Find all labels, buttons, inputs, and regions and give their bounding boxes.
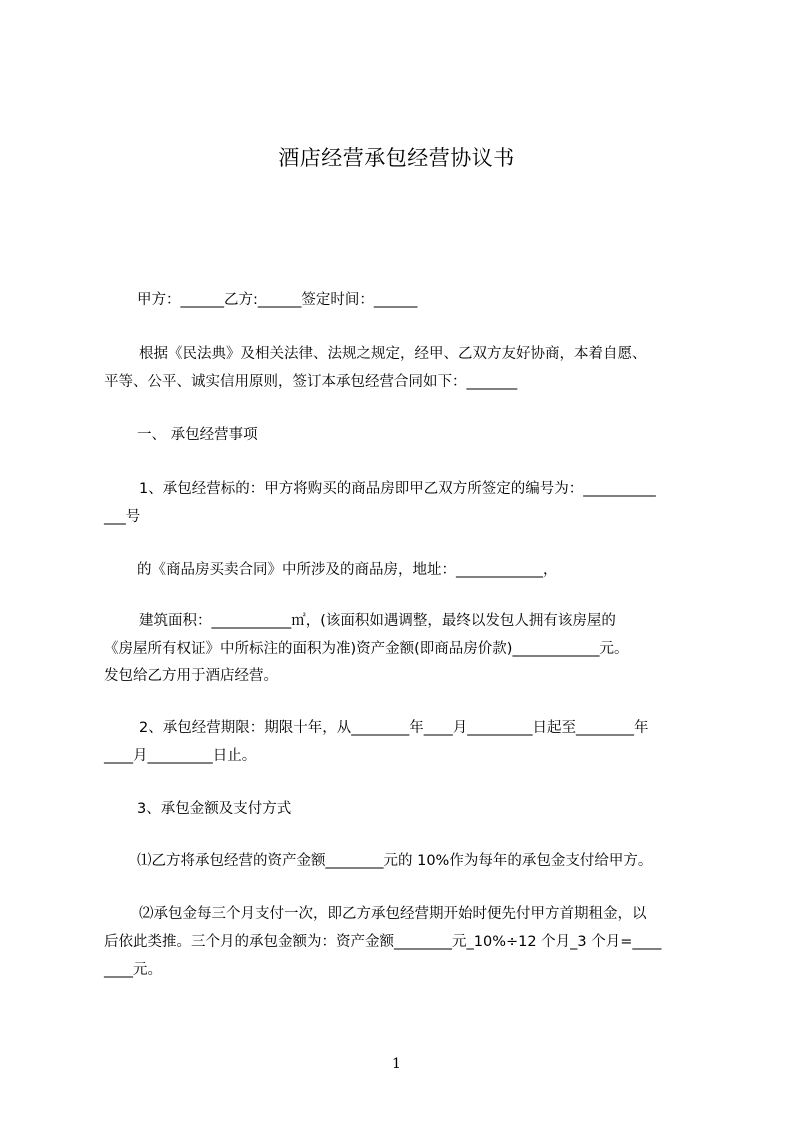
document-title: 酒店经营承包经营协议书 [278, 146, 515, 170]
clause-2-line-1: 2、承包经营期限：期限十年，从________年____月_________日起至________年 [139, 720, 649, 736]
parties-line: 甲方：______乙方:______签定时间：______ [137, 292, 418, 308]
clause-3-item-1: ⑴乙方将承包经营的资产金额________元的 10%作为每年的承包金支付给甲方。 [137, 853, 653, 869]
preamble-line-2: 平等、公平、诚实信用原则，签订本承包经营合同如下：_______ [104, 374, 518, 390]
clause-1-area-line-3: 发包给乙方用于酒店经营。 [104, 668, 278, 684]
preamble-line-1: 根据《民法典》及相关法律、法规之规定，经甲、乙双方友好协商，本着自愿、 [139, 346, 647, 362]
page-number: 1 [392, 1056, 401, 1072]
section-one-heading: 一、 承包经营事项 [137, 427, 258, 443]
clause-1-area-line-1: 建筑面积：___________㎡，(该面积如遇调整，最终以发包人拥有该房屋的 [139, 613, 616, 629]
clause-1-area-line-2: 《房屋所有权证》中所标注的面积为准)资产金额(即商品房价款)____________元。 [104, 641, 629, 657]
clause-1-line-2: ___号 [104, 509, 141, 525]
clause-3-item-2-line-3: ____元。 [104, 962, 162, 978]
clause-1-line-1: 1、承包经营标的：甲方将购买的商品房即甲乙双方所签定的编号为：__________ [139, 481, 656, 497]
clause-3-item-2-line-1: ⑵承包金每三个月支付一次，即乙方承包经营期开始时便先付甲方首期租金，以 [139, 906, 647, 922]
clause-2-line-2: ____月_________日止。 [104, 748, 257, 764]
clause-3-item-2-line-2: 后依此类推。三个月的承包金额为：资产金额________元_10%÷12 个月_3 个月=____ [104, 934, 662, 950]
clause-1-address: 的《商品房买卖合同》中所涉及的商品房，地址：____________， [137, 562, 558, 578]
clause-3-heading: 3、承包金额及支付方式 [137, 801, 292, 817]
